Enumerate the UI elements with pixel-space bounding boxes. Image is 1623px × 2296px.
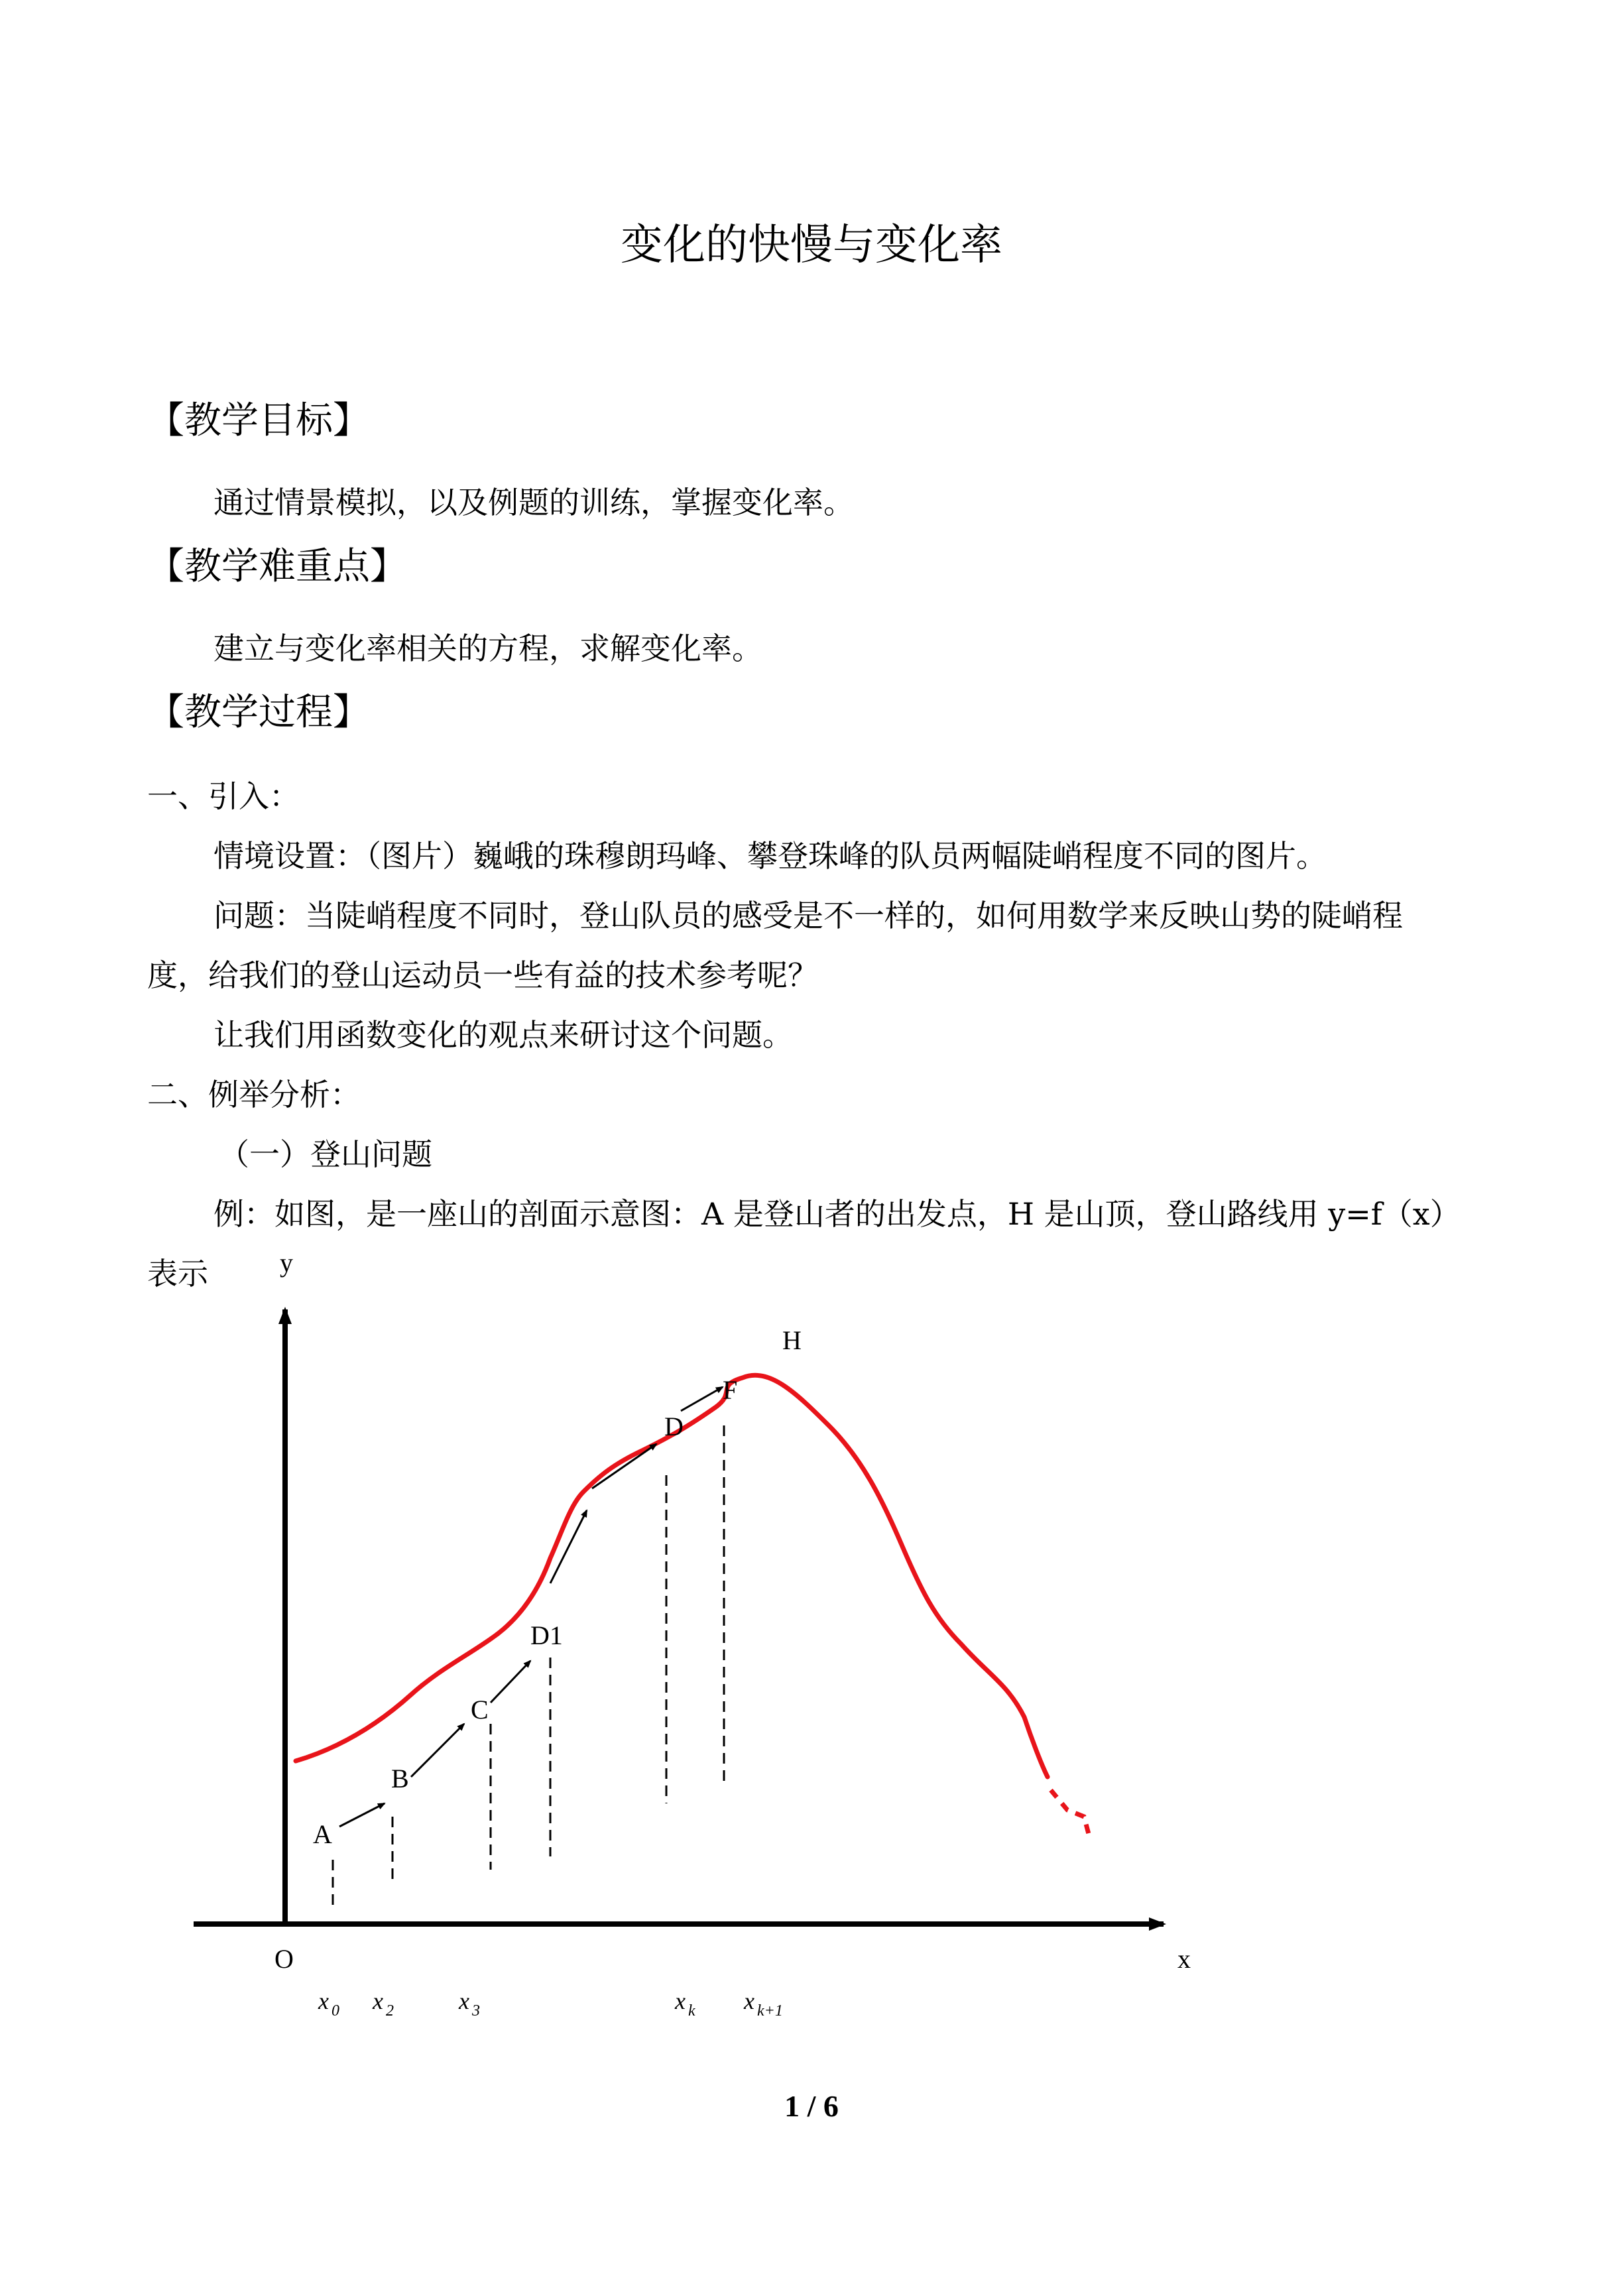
y-axis-label: y [280,1248,293,1278]
tick-xk [674,1988,695,2020]
svg-text:x: x [318,1988,329,2014]
svg-text:x: x [373,1988,383,2014]
example-line-2: 表示 [147,1256,208,1292]
tick-x2 [372,1988,394,2020]
arrow-c-d1 [491,1661,530,1703]
svg-text:x: x [459,1988,469,2014]
point-label-h: H [782,1325,802,1355]
example-label: 二、例举分析： [147,1077,361,1113]
arrow-b-c [411,1724,464,1777]
svg-text:3: 3 [472,2002,480,2020]
svg-text:x: x [744,1988,754,2014]
question-line-2: 度，给我们的登山运动员一些有益的技术参考呢？ [147,957,818,993]
svg-text:k: k [688,2002,695,2020]
point-label-a: A [313,1819,332,1849]
point-label-f: F [723,1375,738,1405]
point-label-c: C [471,1695,489,1724]
arrow-a-b [339,1803,385,1827]
tick-x0 [318,1988,339,2020]
study-line: 让我们用函数变化的观点来研讨这个问题。 [213,1017,793,1053]
page-number: 1 / 6 [784,2089,839,2123]
mountain-curve-dashed-tail [1051,1790,1089,1834]
scenario-text: 情境设置：（图片）巍峨的珠穆朗玛峰、攀登珠峰的队员两幅陡峭程度不同的图片。 [213,838,1327,874]
heading-difficulty: 【教学难重点】 [147,545,407,588]
tick-xk1 [743,1988,783,2020]
point-label-b: B [391,1764,409,1793]
intro-label: 一、引入： [147,778,300,814]
point-label-d1: D1 [530,1620,563,1650]
heading-process: 【教学过程】 [147,691,370,734]
arrow-d-f-1 [592,1444,656,1488]
origin-label: O [274,1944,294,1974]
question-line-1: 问题：当陡峭程度不同时，登山队员的感受是不一样的，如何用数学来反映山势的陡峭程 [213,898,1403,934]
x-axis-label: x [1177,1944,1191,1974]
difficulty-text: 建立与变化率相关的方程，求解变化率。 [213,631,762,666]
subsection-title: （一）登山问题 [219,1136,432,1172]
heading-teaching-goal: 【教学目标】 [147,399,370,442]
point-label-d: D [664,1412,684,1441]
tick-x3 [458,1988,480,2020]
page-title: 变化的快慢与变化率 [621,221,1002,270]
svg-text:0: 0 [331,2002,339,2020]
svg-text:x: x [675,1988,686,2014]
goal-text: 通过情景模拟，以及例题的训练，掌握变化率。 [213,485,854,520]
example-line-1: 例：如图，是一座山的剖面示意图：A 是登山者的出发点，H 是山顶，登山路线用 y=f（x） [213,1196,1461,1232]
svg-text:2: 2 [386,2002,394,2020]
svg-text:k+1: k+1 [757,2002,783,2020]
